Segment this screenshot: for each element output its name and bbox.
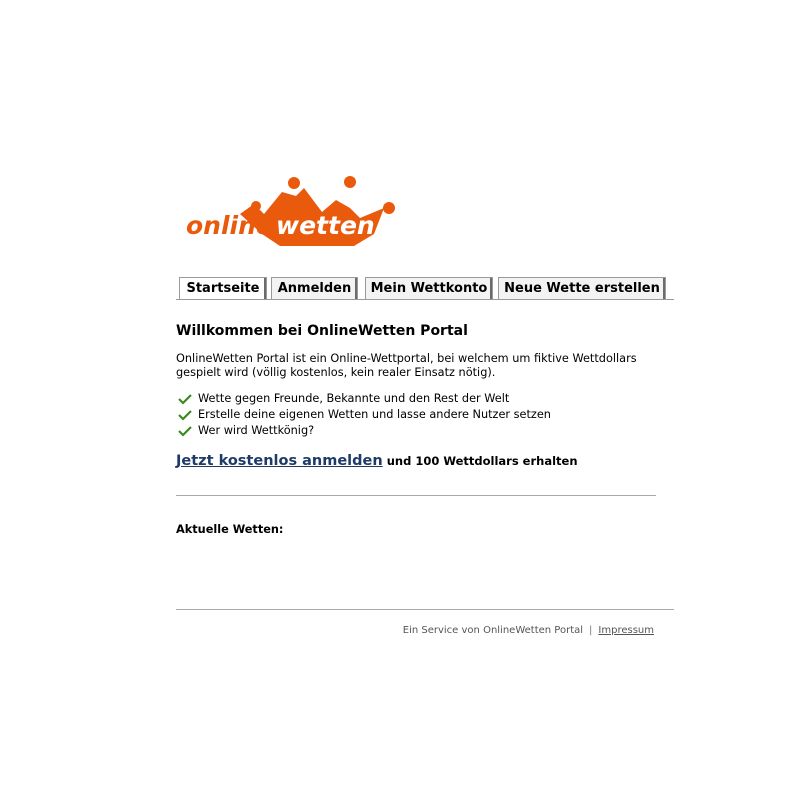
footer-divider	[176, 609, 674, 610]
main-navigation	[176, 277, 674, 300]
page-title: Willkommen bei OnlineWetten Portal	[176, 323, 468, 339]
signup-call-to-action	[176, 453, 578, 469]
signup-bonus-text: und 100 Wettdollars erhalten	[386, 454, 578, 468]
check-icon	[178, 393, 192, 405]
list-item	[176, 391, 551, 407]
logo-text-online: online	[186, 211, 273, 240]
footer-service-text: Ein Service von OnlineWetten Portal	[402, 625, 584, 636]
crown-logo-icon	[184, 174, 396, 246]
feature-text: Erstelle deine eigenen Wetten und lasse andere Nutzer setzen	[198, 408, 551, 421]
tab-startseite[interactable]: Startseite	[179, 277, 267, 299]
tab-neue-wette-erstellen[interactable]: Neue Wette erstellen	[498, 277, 666, 299]
footer-separator: |	[589, 625, 593, 636]
tab-anmelden[interactable]: Anmelden	[271, 277, 358, 299]
feature-list	[176, 391, 551, 439]
current-bets-heading: Aktuelle Wetten:	[176, 523, 284, 536]
tab-mein-wettkonto[interactable]: Mein Wettkonto	[365, 277, 493, 299]
list-item	[176, 423, 551, 439]
logo-text-wetten: wetten	[276, 211, 375, 240]
footer	[403, 625, 654, 636]
divider	[176, 495, 656, 496]
site-logo[interactable]	[184, 174, 396, 246]
signup-link[interactable]: Jetzt kostenlos anmelden	[176, 453, 383, 469]
check-icon	[178, 409, 192, 421]
impressum-link[interactable]: Impressum	[598, 625, 654, 636]
list-item	[176, 407, 551, 423]
feature-text: Wer wird Wettkönig?	[198, 424, 315, 437]
intro-text: OnlineWetten Portal ist ein Online-Wettportal, bei welchem um fiktive Wettdollars gespielt wird (völlig kostenlos, kein realer Einsatz nötig).	[176, 352, 637, 379]
feature-text: Wette gegen Freunde, Bekannte und den Rest der Welt	[198, 392, 510, 405]
check-icon	[178, 425, 192, 437]
